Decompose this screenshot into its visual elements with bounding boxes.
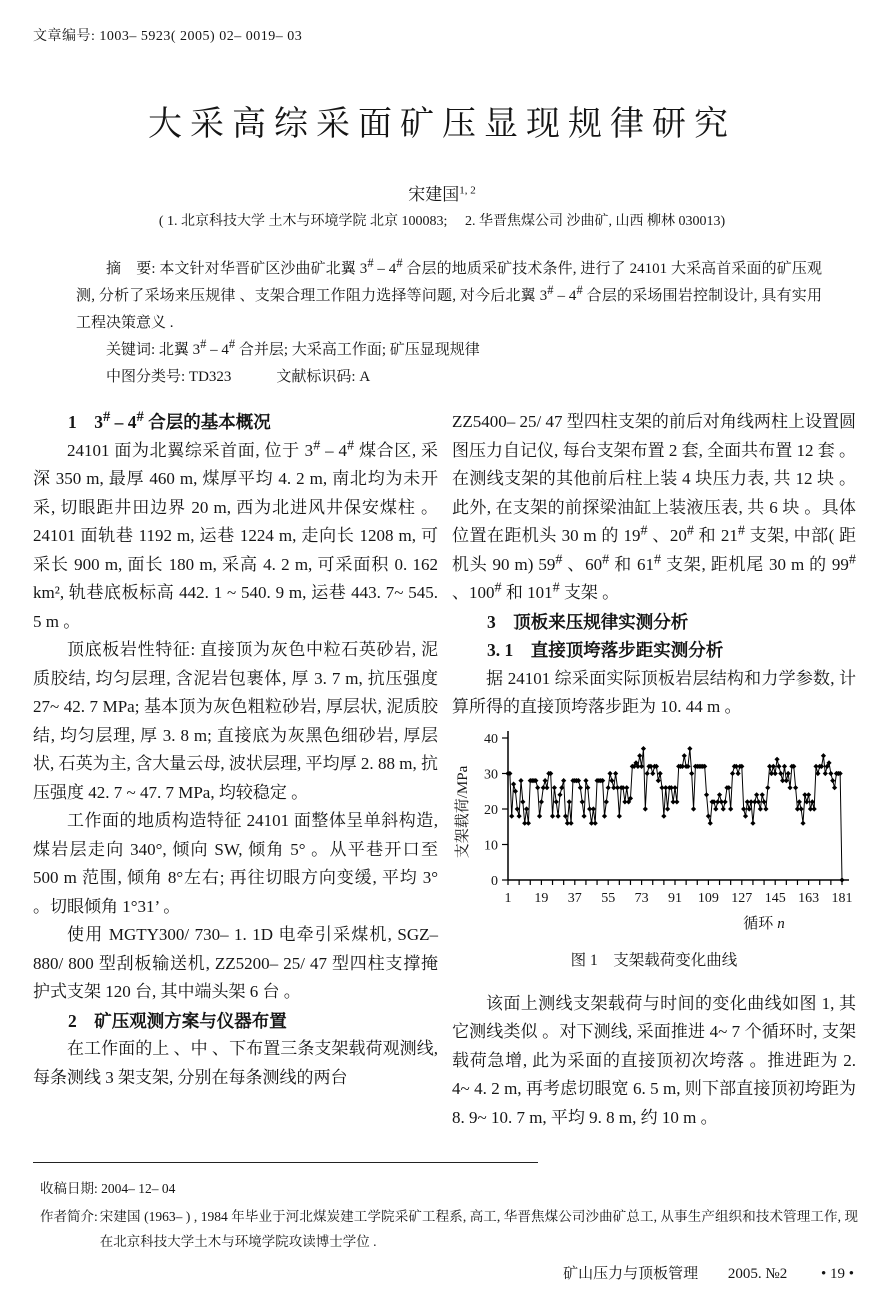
received-date-line: 收稿日期: 2004– 12– 04 bbox=[40, 1181, 176, 1196]
author-bio-line bbox=[40, 1204, 858, 1254]
svg-text:40: 40 bbox=[484, 731, 498, 747]
svg-text:109: 109 bbox=[697, 890, 719, 906]
section-1-paragraph-3: 工作面的地质构造特征 24101 面整体呈单斜构造, 煤岩层走向 340°, 倾向 SW, 倾角 5° 。从平巷开口至 500 m 范围, 倾角 8°左右; 再往切眼方向变缓, 平均 3° 。切眼倾角 1°31’ 。 bbox=[33, 811, 438, 916]
svg-text:55: 55 bbox=[601, 890, 616, 906]
svg-text:91: 91 bbox=[668, 890, 682, 906]
author-name: 宋建国 bbox=[408, 185, 460, 204]
paper-title: 大采高综采面矿压显现规律研究 bbox=[148, 106, 736, 143]
figure-1-caption: 图 1 支架载荷变化曲线 bbox=[570, 952, 738, 969]
chart-y-axis-label: 支架载荷/MPa bbox=[455, 765, 471, 858]
chart-x-axis-label: 循环 n bbox=[743, 915, 785, 932]
svg-text:30: 30 bbox=[484, 767, 498, 782]
section-1-paragraph-2: 顶底板岩性特征: 直接顶为灰色中粒石英砂岩, 泥质胶结, 均匀层理, 含泥岩包裹体, 厚 3. 7 m, 抗压强度 27~ 42. 7 MPa; 基本顶为灰色粗粒砂岩, 厚层状, 泥质胶结, 均匀层理, 厚 3. 8 m; 直接底为灰黑色细砂岩, 厚层状, 石英为主, 含大量云母, 波状层理, 平均厚 2. 88 m, 抗压强度 42. 7 ~ 47. 7 MPa, 均较稳定 。 bbox=[33, 640, 438, 802]
section-3-1-paragraph-2: 该面上测线支架载荷与时间的变化曲线如图 1, 其它测线类似 。对下测线, 采面推进 4~ 7 个循环时, 支架载荷急增, 此为采面的直接顶初次垮落 。推进距为 2. 4~ 4. 2 m, 再考虑切眼宽 6. 5 m, 则下部直接顶初垮距为 8. 9~ 10. 7 m, 平均 9. 8 m, 约 10 m 。 bbox=[452, 993, 856, 1127]
abstract-block bbox=[76, 256, 822, 391]
svg-text:37: 37 bbox=[567, 890, 582, 906]
section-1-heading: 1 3# – 4# 合层的基本概况 bbox=[68, 409, 271, 432]
svg-text:1: 1 bbox=[504, 890, 512, 906]
support-load-chart bbox=[452, 728, 856, 934]
affiliation-line: ( 1. 北京科技大学 土木与环境学院 北京 100083; 2. 华晋焦煤公司 沙曲矿, 山西 柳林 030013) bbox=[158, 214, 726, 229]
footnote-divider bbox=[33, 1162, 538, 1163]
page-number: • 19 • bbox=[820, 1266, 854, 1282]
left-column bbox=[33, 408, 438, 1092]
section-1-paragraph-1: 24101 面为北翼综采首面, 位于 3# – 4# 煤合区, 采深 350 m, 最厚 460 m, 煤厚平均 4. 2 m, 南北均为未开采, 切眼距井田边界 20 m, 西为北进风井保安煤柱 。24101 面轨巷 1192 m, 运巷 1224 m, 走向长 1208 m, 可采长 900 m, 面长 180 m, 采高 4. 2 m, 可采面积 0. 162 km², 轨巷底板标高 442. 1 ~ 540. 9 m, 运巷 443. 7~ 545. 5 m 。 bbox=[33, 436, 439, 631]
article-id: 文章编号: 1003– 5923( 2005) 02– 0019– 03 bbox=[33, 29, 303, 44]
svg-text:10: 10 bbox=[484, 838, 498, 853]
figure-1 bbox=[452, 728, 856, 976]
issue-label: 2005. №2 bbox=[727, 1266, 788, 1282]
svg-text:181: 181 bbox=[831, 890, 853, 906]
section-2-paragraph-1: 在工作面的上 、中 、下布置三条支架载荷观测线, 每条测线 3 架支架, 分别在每条测线的两台 bbox=[33, 1039, 438, 1087]
abstract-text: 摘 要: 本文针对华晋矿区沙曲矿北翼 3# – 4# 合层的地质采矿技术条件, 进行了 24101 大采高首采面的矿压观测, 分析了采场来压规律 、支架合理工作阻力选择等问题, 对今后北翼 3# – 4# 合层的采场围岩控制设计, 具有实用工程决策意义 . bbox=[76, 256, 823, 331]
svg-text:145: 145 bbox=[764, 890, 786, 906]
author-bio-text: 宋建国 (1963– ) , 1984 年毕业于河北煤炭建工学院采矿工程系, 高工, 华晋焦煤公司沙曲矿总工, 从事生产组织和技术管理工作, 现在北京科技大学土木与环境学院攻读博士学位 . bbox=[99, 1209, 858, 1249]
author-affil-sup: 1, 2 bbox=[459, 184, 476, 197]
author-line bbox=[0, 180, 884, 205]
clc-line: 中图分类号: TD323 文献标识码: A bbox=[106, 369, 371, 385]
section-3-1-heading: 3. 1 直接顶垮落步距实测分析 bbox=[487, 640, 724, 660]
section-2-paragraph-2: ZZ5400– 25/ 47 型四柱支架的前后对角线两柱上设置圆图压力自记仪, 每台支架布置 2 套, 全面共布置 12 套 。在测线支架的其他前后柱上装 4 块压力表, 共 12 块 。此外, 在支架的前探梁油缸上装液压表, 共 6 块 。具体位置在距机头 30 m 的 19# 、20# 和 21# 支架, 中部( 距机头 90 m) 59# 、60# 和 61# 支架, 距机尾 30 m 的 99# 、100# 和 101# 支架 。 bbox=[452, 412, 856, 602]
author-bio-label: 作者简介: bbox=[40, 1209, 98, 1224]
section-2-heading: 2 矿压观测方案与仪器布置 bbox=[68, 1010, 287, 1031]
svg-text:19: 19 bbox=[534, 890, 549, 906]
svg-text:163: 163 bbox=[798, 890, 820, 906]
section-1-paragraph-4: 使用 MGTY300/ 730– 1. 1D 电牵引采煤机, SGZ– 880/ 800 型刮板输送机, ZZ5200– 25/ 47 型四柱支撑掩护式支架 120 台, 其中端头架 6 台 。 bbox=[33, 925, 438, 1001]
section-3-heading: 3 顶板来压规律实测分析 bbox=[487, 611, 689, 632]
svg-text:127: 127 bbox=[731, 890, 753, 906]
svg-text:73: 73 bbox=[634, 890, 649, 906]
right-column bbox=[452, 408, 856, 1132]
keywords-line: 关键词: 北翼 3# – 4# 合并层; 大采高工作面; 矿压显现规律 bbox=[106, 337, 480, 358]
section-3-1-paragraph-1: 据 24101 综采面实际顶板岩层结构和力学参数, 计算所得的直接顶垮落步距为 10. 44 m 。 bbox=[452, 668, 856, 716]
footnote-block bbox=[40, 1176, 858, 1254]
page-footer bbox=[563, 1262, 854, 1283]
svg-text:0: 0 bbox=[491, 873, 498, 889]
journal-name: 矿山压力与顶板管理 bbox=[563, 1266, 699, 1282]
svg-text:20: 20 bbox=[484, 802, 498, 818]
